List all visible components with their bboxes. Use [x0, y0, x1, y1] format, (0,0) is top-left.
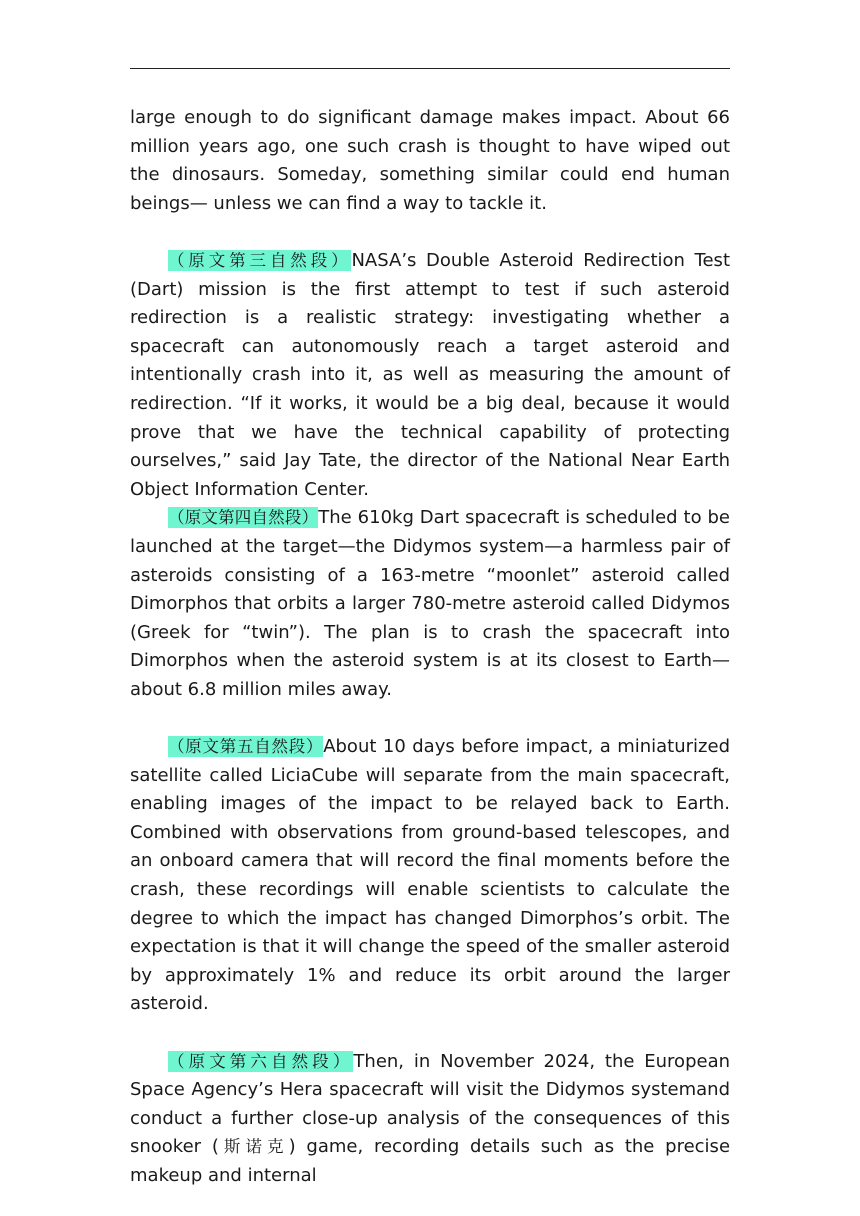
paragraph-6-cjk-gloss: 斯诺克: [218, 1137, 289, 1157]
paragraph-tag-5: （原文第五自然段）: [168, 737, 324, 757]
paragraph-4: [130, 504, 730, 704]
paragraph-5-text: About 10 days before impact, a miniaturized satellite called LiciaCube will separate from the main spacecraft, enabling images of the impact to be relayed back to Earth. Combined with observations from ground-based telescopes, and an onboard camera that will record the final moments before the crash, these recordings will enable scientists to calculate the degree to which the impact has changed Dimorphos’s orbit. The expectation is that it will change the speed of the smaller asteroid by approximately 1% and reduce its orbit around the larger asteroid.: [130, 736, 730, 1015]
paragraph-tag-4: （原文第四自然段）: [168, 508, 319, 528]
article-body: [130, 104, 730, 1191]
paragraph-6: [130, 1048, 730, 1191]
paragraph-6-text-b: ) game, recording details such as the precise makeup and internal: [130, 1136, 731, 1186]
paragraph-tag-3: （原文第三自然段）: [168, 250, 352, 270]
paragraph-3: [130, 247, 730, 504]
paragraph-tag-6: （原文第六自然段）: [168, 1051, 354, 1071]
header-rule: [130, 68, 730, 69]
paragraph-3-text: NASA’s Double Asteroid Redirection Test (Dart) mission is the first attempt to test if such asteroid redirection is a realistic strategy: investigating whether a spacecraft can autonomously reach a target asteroid and intentionally crash into it, as well as measuring the amount of redirection. “If it works, it would be a big deal, because it would prove that we have the technical capability of protecting ourselves,” said Jay Tate, the director of the National Near Earth Object Information Center.: [130, 249, 730, 500]
paragraph-5: [130, 733, 730, 1019]
paragraph-6-text-a: Then, in November 2024, the European Space Agency’s Hera spacecraft will visit the Didymos systemand conduct a further close-up analysis of the consequences of this snooker (: [130, 1050, 731, 1158]
paragraph-4-text: The 610kg Dart spacecraft is scheduled to be launched at the target—the Didymos system—a harmless pair of asteroids consisting of a 163-metre “moonlet” asteroid called Dimorphos that orbits a larger 780-metre asteroid called Didymos (Greek for “twin”). The plan is to crash the spacecraft into Dimorphos when the asteroid system is at its closest to Earth—about 6.8 million miles away.: [130, 507, 730, 700]
paragraph-continuation: large enough to do significant damage makes impact. About 66 million years ago, one such crash is thought to have wiped out the dinosaurs. Someday, something similar could end human beings— unless we can find a way to tackle it.: [130, 107, 730, 214]
